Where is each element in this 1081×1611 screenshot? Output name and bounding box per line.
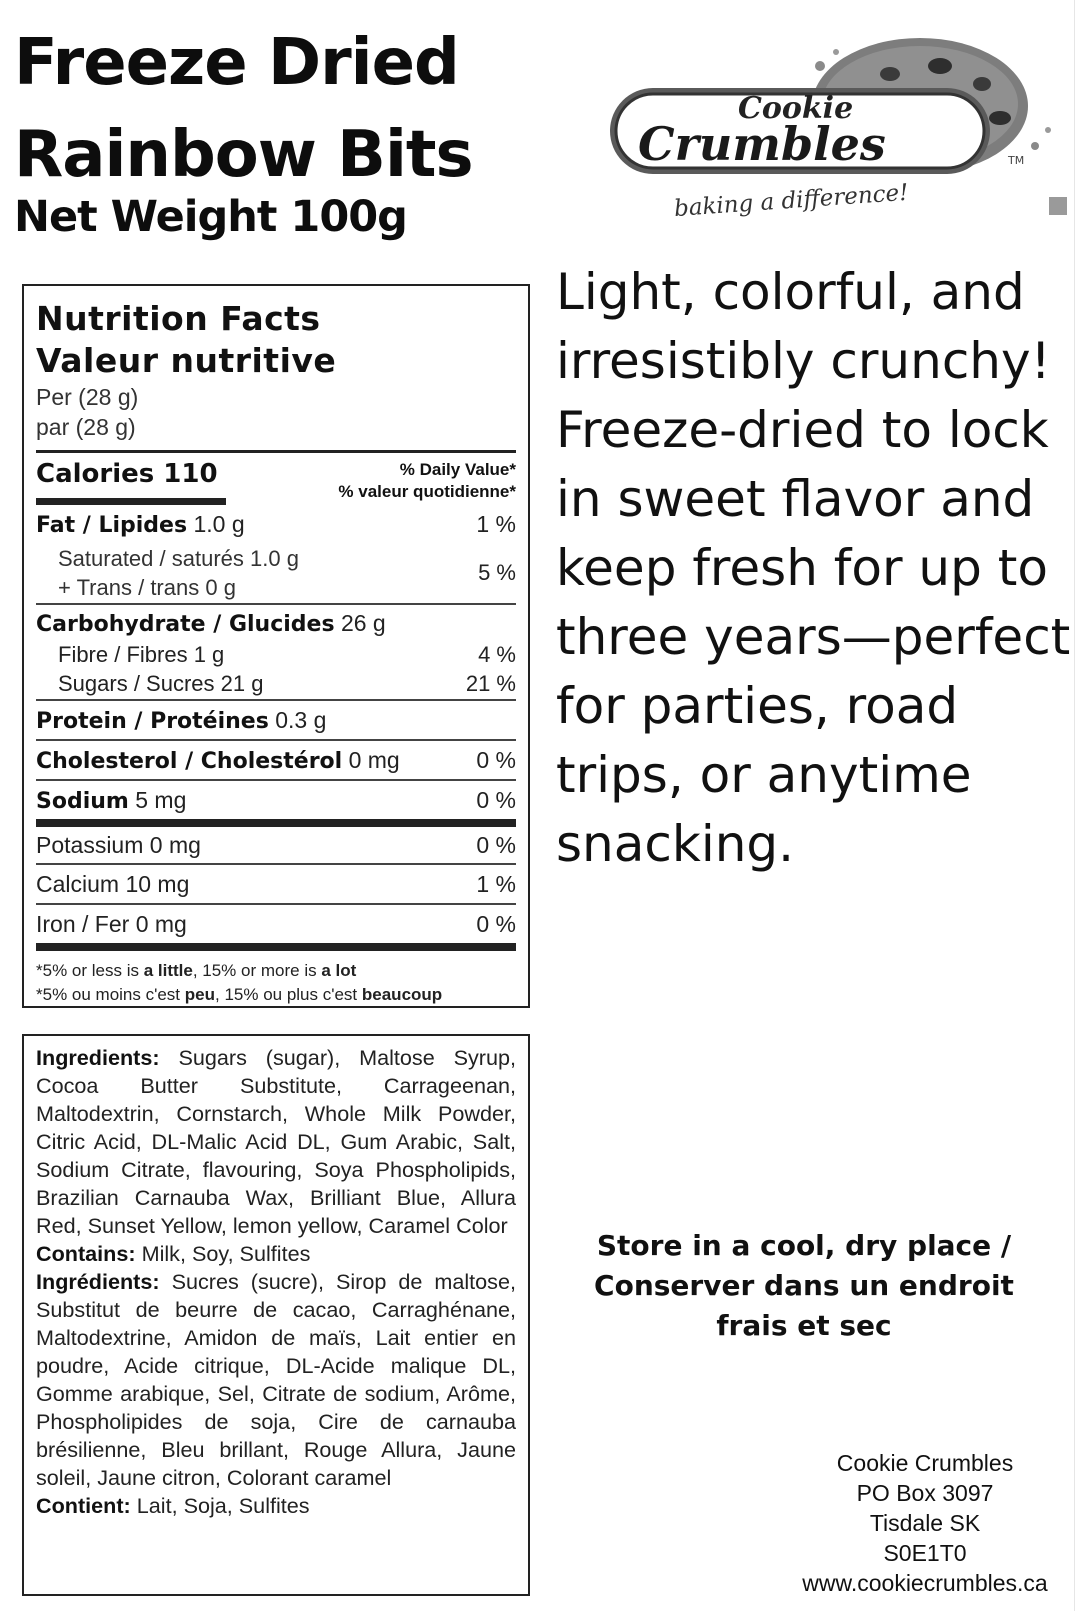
nutrition-facts-panel (22, 284, 530, 1008)
website-link[interactable]: www.cookiecrumbles.ca (802, 1570, 1048, 1596)
storage-line3: frais et sec (716, 1309, 892, 1342)
trans-fat: + Trans / trans 0 g (58, 575, 236, 600)
contains-text: Milk, Soy, Sulfites (141, 1241, 311, 1266)
calcium-row (36, 865, 516, 903)
logo-word-crumbles: Crumbles (638, 117, 886, 171)
potassium-pct: 0 % (476, 831, 516, 858)
iron-label: Iron / Fer 0 mg (36, 910, 187, 937)
daily-value-header (338, 459, 516, 503)
carbohydrate-amount: 26 g (340, 609, 386, 636)
chocolate-chip (989, 111, 1011, 125)
contains-en (36, 1240, 516, 1268)
product-description: Light, colorful, and irresistibly crunchy! Freeze-dried to lock in sweet flavor and keep fresh for up to three years—perfect for parties, road trips, or anytime snacking. (556, 263, 1071, 873)
storage-line2: Conserver dans un endroit (594, 1269, 1014, 1302)
ingredients-en-label: Ingredients: (36, 1045, 160, 1070)
chocolate-chip (880, 67, 900, 81)
contient-label: Contient: (36, 1493, 131, 1518)
fat-row (36, 505, 516, 543)
ingredients-en (36, 1044, 516, 1240)
saturated-fat: Saturated / saturés 1.0 g (58, 546, 299, 571)
sat-trans-pct: 5 % (478, 560, 516, 585)
fat-amount: 1.0 g (193, 510, 245, 537)
crumb-dot (1031, 142, 1039, 150)
fibre-label: Fibre / Fibres 1 g (58, 642, 225, 667)
po-box: PO Box 3097 (856, 1480, 994, 1506)
crumb-dot (815, 61, 825, 71)
potassium-label: Potassium 0 mg (36, 831, 201, 858)
storage-instructions (574, 1226, 1034, 1346)
ingredients-panel (22, 1034, 530, 1596)
calories-label: Calories 110 (36, 459, 218, 489)
sodium-pct: 0 % (476, 786, 516, 813)
iron-row (36, 905, 516, 943)
ingredients-en-text: Sugars (sugar), Maltose Syrup, Cocoa Butter Substitute, Carrageenan, Maltodextrin, Cornstarch, Whole Milk Powder, Citric Acid, DL-Malic Acid DL, Gum Arabic, Salt, Sodium Citrate, flavouring, Soya Phospholipids, Brazilian Carnauba Wax, Brilliant Blue, Allura Red, Sunset Yellow, lemon yellow, Caramel Color (36, 1045, 517, 1238)
cholesterol-pct: 0 % (476, 746, 516, 773)
storage-line1: Store in a cool, dry place / (596, 1229, 1012, 1262)
daily-value-fr: % valeur quotidienne* (338, 482, 516, 501)
company-name: Cookie Crumbles (836, 1450, 1014, 1476)
protein-label: Protein / Protéines (36, 708, 269, 734)
contient-text: Lait, Soja, Sulfites (136, 1493, 310, 1518)
logo-word-cookie: Cookie (738, 91, 854, 126)
protein-amount: 0.3 g (275, 706, 327, 733)
calcium-pct: 1 % (476, 870, 516, 897)
carbohydrate-row (36, 605, 516, 641)
footnote-en: *5% or less is a little, 15% or more is a lot (36, 961, 357, 980)
fat-pct: 1 % (476, 510, 516, 537)
calories-bar (36, 498, 226, 505)
sodium-amount: 5 mg (135, 786, 187, 813)
protein-row (36, 701, 516, 739)
chocolate-chip (973, 77, 991, 91)
nutrition-title-en: Nutrition Facts (36, 299, 321, 338)
sodium-row (36, 781, 516, 819)
product-name-line1: Freeze Dried (14, 26, 459, 100)
nutrition-title-fr: Valeur nutritive (36, 341, 337, 380)
crumb-dot (833, 49, 839, 55)
cholesterol-label: Cholesterol / Cholestérol (36, 748, 343, 774)
cholesterol-row (36, 741, 516, 779)
fibre-pct: 4 % (478, 642, 516, 667)
sugars-row (36, 669, 516, 699)
iron-pct: 0 % (476, 910, 516, 937)
sugars-pct: 21 % (465, 671, 516, 696)
page-edge-line (1074, 0, 1075, 1611)
postal-code: S0E1T0 (883, 1540, 967, 1566)
sugars-label: Sugars / Sucres 21 g (58, 671, 264, 696)
ingredients-fr-text: Sucres (sucre), Sirop de maltose, Substitut de beurre de cacao, Carraghénane, Maltodextrine, Amidon de maïs, Lait entier en poudre, Acide citrique, DL-Acide malique DL, Gomme arabique, Sel, Citrate de sodium, Arôme, Phospholipides de soja, Cire de carnauba brésilienne, Bleu brillant, Rouge Allura, Jaune soleil, Jaune citron, Colorant caramel (36, 1269, 516, 1490)
logo-slogan: baking a difference! (673, 179, 910, 223)
crumb-dot (1045, 127, 1051, 133)
calories-row (36, 453, 516, 504)
cholesterol-amount: 0 mg (348, 746, 400, 773)
ingredients-fr-label: Ingrédients: (36, 1269, 160, 1294)
sodium-label: Sodium (36, 788, 129, 814)
carbohydrate-label: Carbohydrate / Glucides (36, 611, 335, 637)
contains-label: Contains: (36, 1241, 136, 1266)
serving-size-en: Per (28 g) (36, 384, 139, 410)
company-address (780, 1448, 1070, 1598)
fibre-row (36, 641, 516, 669)
daily-value-en: % Daily Value* (399, 460, 516, 479)
potassium-row (36, 827, 516, 863)
serving-size-fr: par (28 g) (36, 414, 136, 440)
footnote-fr: *5% ou moins c'est peu, 15% ou plus c'est beaucoup (36, 985, 443, 1004)
divider-heavy (36, 819, 516, 827)
chocolate-chip (928, 58, 952, 74)
calcium-label: Calcium 10 mg (36, 870, 190, 897)
footnote (36, 951, 516, 1007)
sat-trans-row (36, 543, 516, 603)
divider-heavy (36, 943, 516, 951)
net-weight: Net Weight 100g (14, 192, 407, 242)
contient-fr (36, 1492, 516, 1520)
city: Tisdale SK (869, 1510, 981, 1536)
cookie-crumbles-logo (590, 18, 1070, 228)
trademark-label: TM (1008, 154, 1025, 167)
fat-label: Fat / Lipides (36, 512, 188, 538)
product-name-line2: Rainbow Bits (14, 118, 473, 192)
ingredients-fr (36, 1268, 516, 1492)
